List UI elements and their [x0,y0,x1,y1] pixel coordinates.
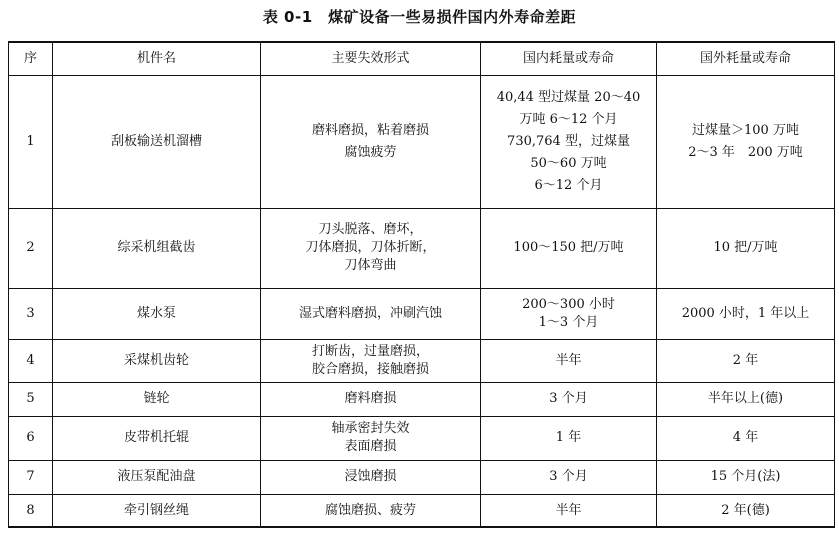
header-row [9,42,835,76]
cell-part-name: 液压泵配油盘 [53,460,261,495]
cell-no: 4 [9,340,53,383]
cell-foreign-life: 4 年 [657,416,835,460]
cell-part-name: 刮板输送机溜槽 [53,76,261,209]
cell-part-name: 链轮 [53,383,261,417]
cell-failure-mode: 刀头脱落、磨坏， 刀体磨损，刀体折断， 刀体弯曲 [261,208,481,289]
col-header-domestic-life: 国内耗量或寿命 [481,42,657,76]
cell-foreign-life: 2000 小时，1 年以上 [657,289,835,340]
cell-part-name: 牵引钢丝绳 [53,495,261,527]
col-header-foreign-life: 国外耗量或寿命 [657,42,835,76]
cell-foreign-life: 半年以上(德) [657,383,835,417]
cell-no: 8 [9,495,53,527]
cell-foreign-life: 2 年(德) [657,495,835,527]
cell-no: 1 [9,76,53,209]
cell-domestic-life: 40,44 型过煤量 20～40 万吨 6～12 个月 730,764 型，过煤量 50～60 万吨 6～12 个月 [481,76,657,209]
cell-no: 3 [9,289,53,340]
cell-failure-mode: 湿式磨料磨损，冲刷汽蚀 [261,289,481,340]
cell-no: 2 [9,208,53,289]
cell-failure-mode: 打断齿，过量磨损， 胶合磨损，接触磨损 [261,340,481,383]
cell-failure-mode: 磨料磨损，粘着磨损 腐蚀疲劳 [261,76,481,209]
col-header-no: 序 [9,42,53,76]
cell-foreign-life: 过煤量＞100 万吨 2～3 年 200 万吨 [657,76,835,209]
cell-failure-mode: 腐蚀磨损、疲劳 [261,495,481,527]
table-title: 表 0-1 煤矿设备一些易损件国内外寿命差距 [262,8,577,26]
cell-part-name: 煤水泵 [53,289,261,340]
cell-failure-mode: 轴承密封失效 表面磨损 [261,416,481,460]
wear-parts-table [8,41,835,528]
table-row [9,495,835,527]
cell-part-name: 采煤机齿轮 [53,340,261,383]
cell-no: 5 [9,383,53,417]
table-row [9,383,835,417]
cell-domestic-life: 100～150 把/万吨 [481,208,657,289]
cell-domestic-life: 3 个月 [481,383,657,417]
table-row [9,289,835,340]
table-row [9,76,835,209]
col-header-part-name: 机件名 [53,42,261,76]
table-row [9,416,835,460]
cell-domestic-life: 200～300 小时 1～3 个月 [481,289,657,340]
table-row [9,460,835,495]
cell-no: 6 [9,416,53,460]
col-header-failure-mode: 主要失效形式 [261,42,481,76]
cell-no: 7 [9,460,53,495]
cell-failure-mode: 磨料磨损 [261,383,481,417]
cell-part-name: 综采机组截齿 [53,208,261,289]
table-row [9,208,835,289]
cell-foreign-life: 15 个月(法) [657,460,835,495]
cell-domestic-life: 半年 [481,340,657,383]
cell-part-name: 皮带机托辊 [53,416,261,460]
cell-foreign-life: 2 年 [657,340,835,383]
cell-foreign-life: 10 把/万吨 [657,208,835,289]
cell-domestic-life: 半年 [481,495,657,527]
cell-failure-mode: 浸蚀磨损 [261,460,481,495]
cell-domestic-life: 3 个月 [481,460,657,495]
cell-domestic-life: 1 年 [481,416,657,460]
table-row [9,340,835,383]
